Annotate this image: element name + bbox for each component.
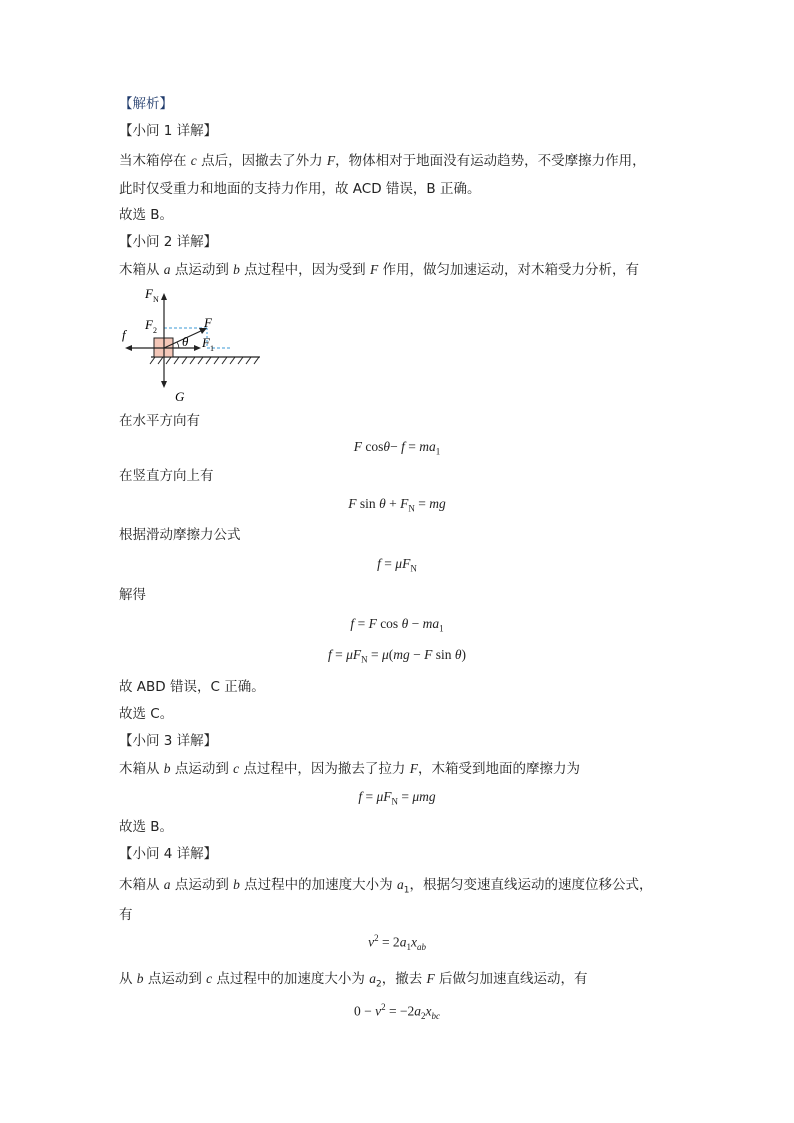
q1-answer: 故选 B。 bbox=[119, 207, 174, 223]
q1-title: 【小问 1 详解】 bbox=[119, 123, 218, 139]
q3-title: 【小问 3 详解】 bbox=[119, 733, 218, 749]
svg-text:G: G bbox=[175, 389, 185, 404]
q1-text-line1: 当木箱停在 c 点后，因撤去了外力 F，物体相对于地面没有运动趋势，不受摩擦力作用， bbox=[119, 153, 646, 169]
eq-q3: $f = \mu F_N = \mu mg$ bbox=[358, 789, 436, 807]
q2-answer: 故选 C。 bbox=[119, 706, 174, 722]
svg-text:F2: $F_2$ bbox=[145, 317, 157, 335]
svg-text:FN: $F_N$ bbox=[145, 286, 159, 304]
q3-text-line1: 木箱从 b 点运动到 c 点过程中，因为撤去了拉力 F，木箱受到地面的摩擦力为 bbox=[119, 761, 580, 777]
q4-text-line1: 木箱从 a 点运动到 b 点过程中的加速度大小为 $a_1$，根据匀变速直线运动的速度位移公式， bbox=[119, 877, 653, 896]
force-diagram bbox=[115, 283, 275, 405]
eq-q4-2: $0 - v^2 = -2a_2x_{bc}$ bbox=[353, 1002, 441, 1022]
q2-conclusion: 故 ABD 错误，C 正确。 bbox=[119, 679, 265, 695]
q4-text-line3: 从 b 点运动到 c 点过程中的加速度大小为 $a_2$，撤去 F 后做匀加速直线运动，有 bbox=[119, 971, 588, 990]
eq-horizontal: F $\cos\theta- f = ma_1$ bbox=[353, 439, 441, 457]
eq-vertical: F $\sin \theta + F_N$ = mg bbox=[348, 496, 446, 514]
q1-text-line2: 此时仅受重力和地面的支持力作用，故 ACD 错误，B 正确。 bbox=[119, 181, 481, 197]
eq-solve1: f = F $\cos \theta - ma_1$ bbox=[350, 616, 444, 634]
q4-title: 【小问 4 详解】 bbox=[119, 846, 218, 862]
svg-text:F1: $F_1$ bbox=[202, 335, 214, 353]
q2-solve-label: 解得 bbox=[119, 587, 146, 603]
eq-solve2: $f = \mu F_N = \mu(mg - F$ sin θ) bbox=[327, 647, 467, 665]
svg-text:f: f bbox=[122, 327, 126, 342]
eq-friction: $f = \mu F_N$ bbox=[377, 556, 417, 574]
q2-vertical-label: 在竖直方向上有 bbox=[119, 468, 214, 484]
q4-text-line2: 有 bbox=[119, 907, 133, 923]
q2-friction-label: 根据滑动摩擦力公式 bbox=[119, 527, 241, 543]
q2-title: 【小问 2 详解】 bbox=[119, 234, 218, 250]
svg-text:θ: θ bbox=[182, 334, 189, 349]
q2-horizontal-label: 在水平方向有 bbox=[119, 413, 200, 429]
eq-q4-1: $v^2 = 2a_1x_{ab}$ bbox=[368, 933, 426, 953]
q3-answer: 故选 B。 bbox=[119, 819, 174, 835]
analysis-header: 【解析】 bbox=[119, 96, 173, 112]
q2-text-line1: 木箱从 a 点运动到 b 点过程中，因为受到 F 作用，做匀加速运动，对木箱受力分析，有 bbox=[119, 262, 640, 278]
svg-text:F: F bbox=[204, 315, 212, 330]
